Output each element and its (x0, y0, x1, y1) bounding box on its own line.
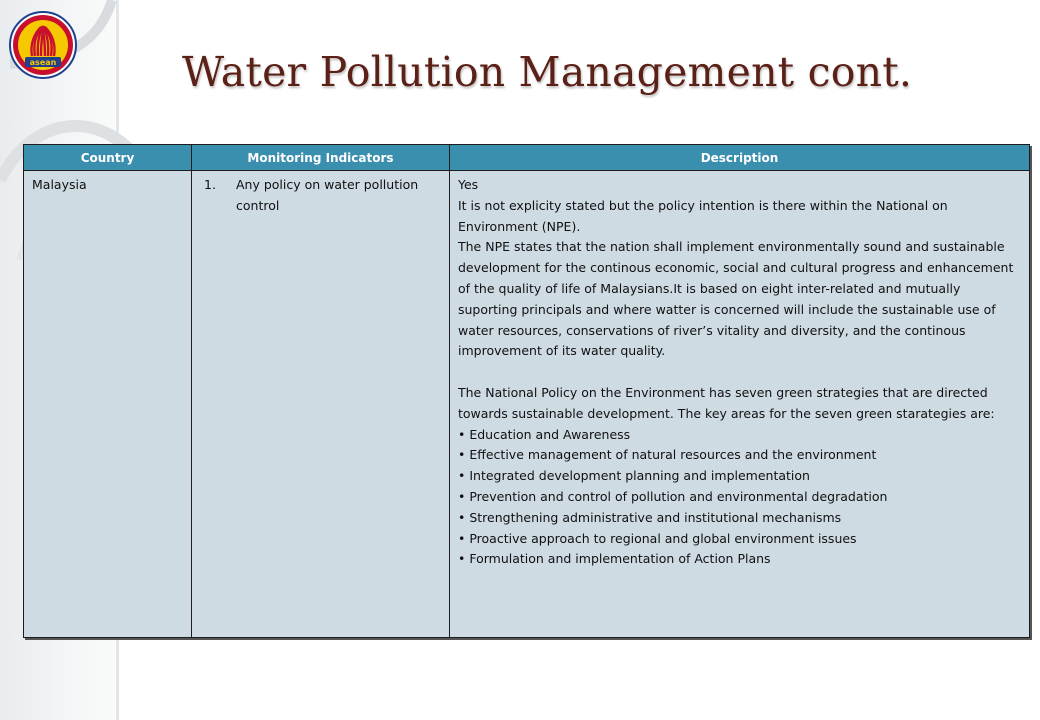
description-paragraph-2: The NPE states that the nation shall implement environmentally sound and sustainable development for the continous economic, social and cultural progress and enhancement of the quality of life of Malaysians.It is based on eight inter-related and mutually suporting principals and where watter is concerned will include the sustainable use of water resources, conservations of river’s vitality and diversity, and the continous improvement of its water quality. (458, 239, 1014, 359)
header-monitoring-indicators: Monitoring Indicators (192, 145, 450, 171)
asean-logo-text: asean (29, 58, 57, 67)
indicator-text: Any policy on water pollution control (236, 177, 419, 213)
table-row (24, 171, 1030, 638)
description-spacer (458, 362, 1021, 383)
list-item: • Effective management of natural resources and the environment (458, 447, 877, 463)
table-header-row (24, 145, 1030, 171)
header-country: Country (24, 145, 192, 171)
list-item: • Formulation and implementation of Action Plans (458, 551, 771, 567)
description-paragraph-1: It is not explicity stated but the policy intention is there within the National on Environment (NPE). (458, 197, 948, 234)
indicators-table (23, 144, 1030, 638)
list-item: • Proactive approach to regional and global environment issues (458, 530, 857, 546)
description-answer: Yes (458, 177, 479, 192)
indicator-number: 1. (204, 177, 216, 192)
cell-indicator (192, 171, 450, 638)
description-paragraph-3: The National Policy on the Environment has seven green strategies that are directed towards sustainable development. The key areas for the seven green starategies are: (458, 384, 995, 421)
cell-description (450, 171, 1030, 638)
list-item: • Education and Awareness (458, 426, 631, 442)
list-item: • Strengthening administrative and institutional mechanisms (458, 509, 842, 525)
cell-country: Malaysia (24, 171, 192, 638)
page-title: Water Pollution Management cont. (182, 48, 913, 96)
header-description: Description (450, 145, 1030, 171)
asean-logo (8, 10, 78, 80)
list-item: • Prevention and control of pollution and environmental degradation (458, 488, 888, 504)
list-item: • Integrated development planning and implementation (458, 468, 810, 484)
